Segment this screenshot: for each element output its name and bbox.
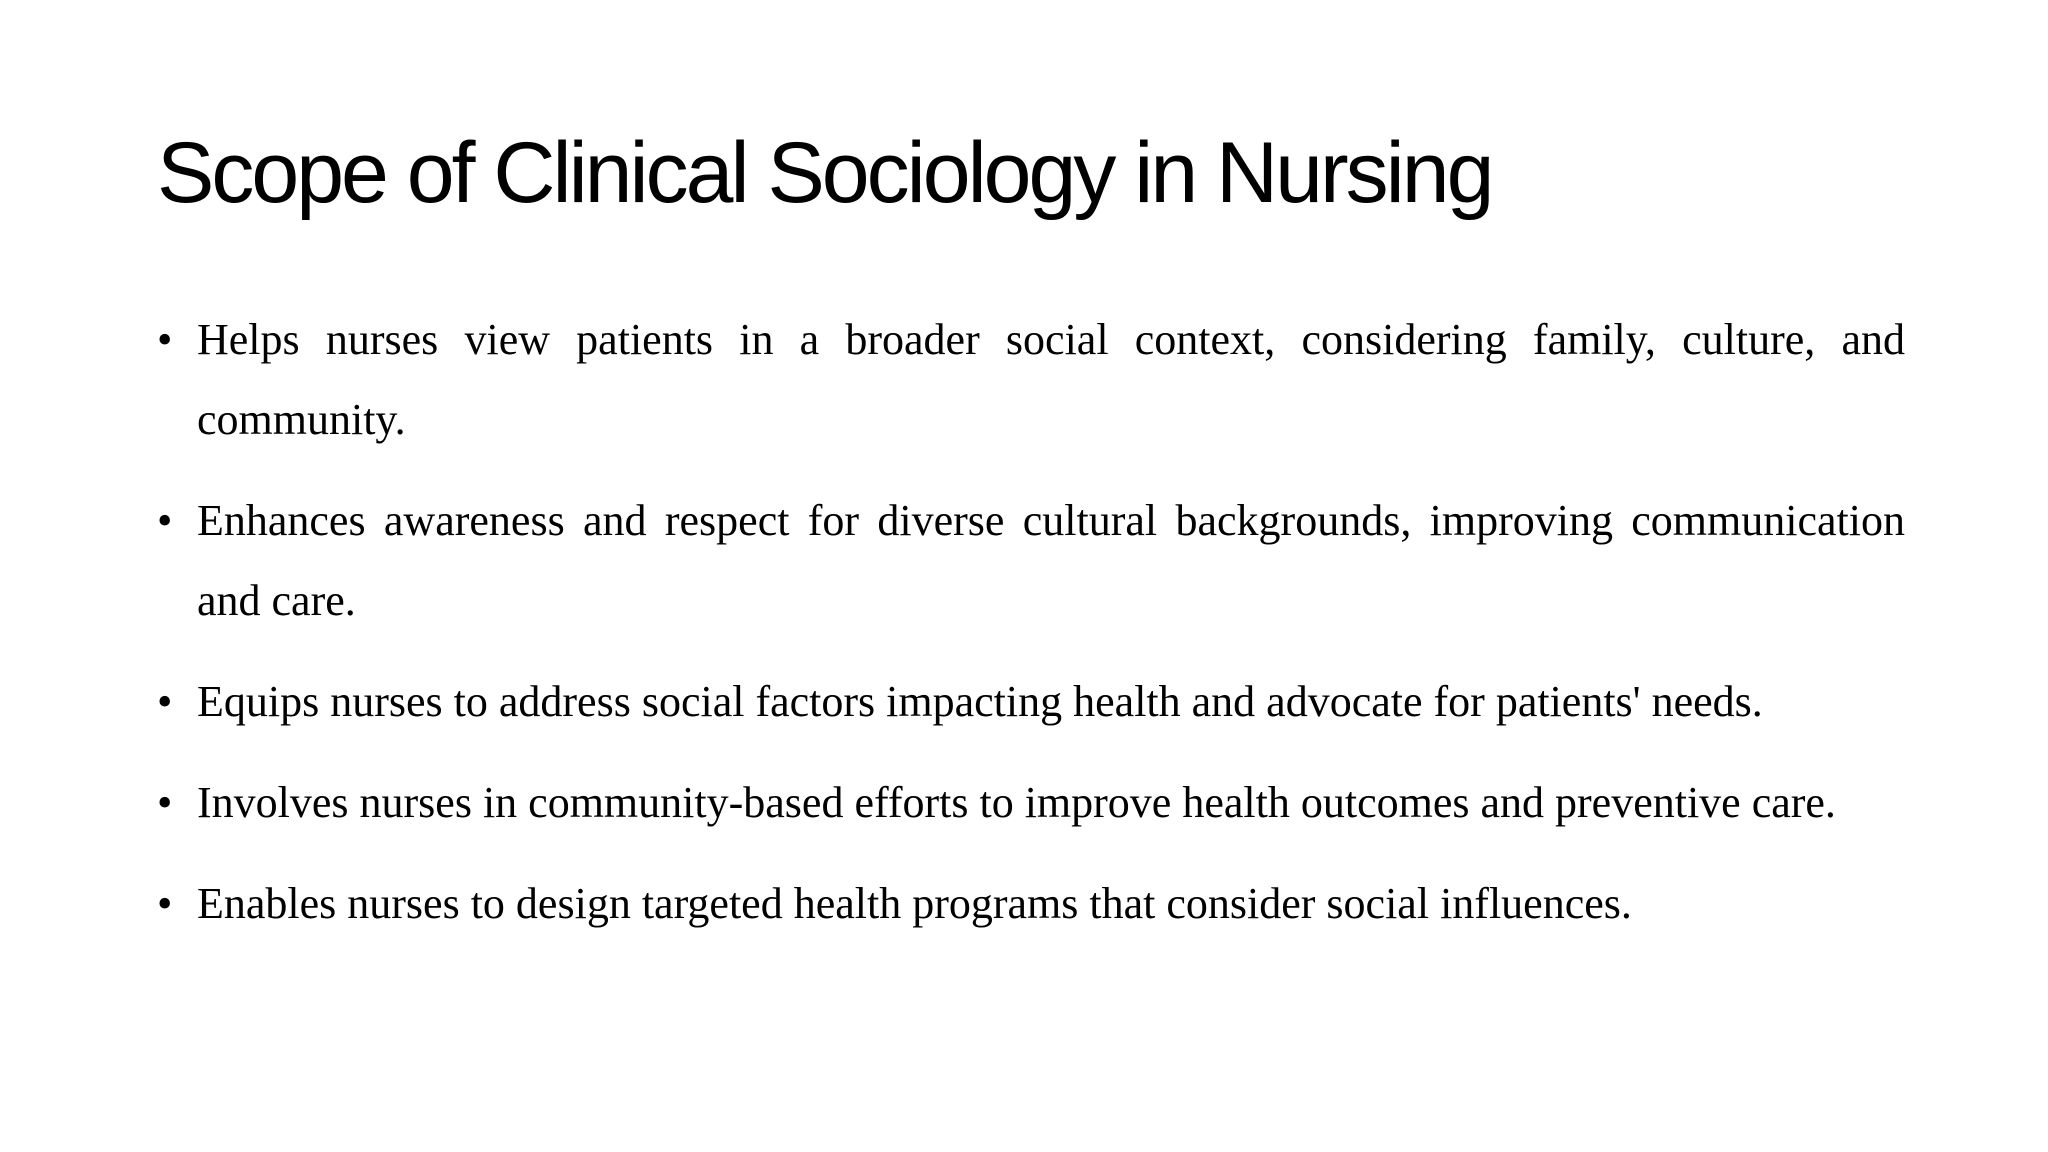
bullet-item bbox=[157, 864, 1905, 944]
bullet-text: Involves nurses in community-based efforts to improve health outcomes and preventive care. bbox=[197, 778, 1836, 827]
bullet-item bbox=[157, 481, 1905, 641]
bullet-item bbox=[157, 763, 1905, 843]
bullet-item bbox=[157, 300, 1905, 460]
bullet-item bbox=[157, 662, 1905, 742]
bullet-icon: • bbox=[157, 677, 173, 726]
bullet-text: Enhances awareness and respect for diverse cultural backgrounds, improving communication and care. bbox=[197, 496, 1905, 625]
bullet-icon: • bbox=[157, 879, 173, 928]
bullet-text: Helps nurses view patients in a broader social context, considering family, culture, and community. bbox=[197, 315, 1905, 444]
bullet-icon: • bbox=[157, 778, 173, 827]
bullet-text: Enables nurses to design targeted health programs that consider social influences. bbox=[197, 879, 1632, 928]
bullet-icon: • bbox=[157, 496, 173, 545]
slide-title: Scope of Clinical Sociology in Nursing bbox=[157, 125, 1492, 221]
bullet-text: Equips nurses to address social factors impacting health and advocate for patients' needs. bbox=[197, 677, 1763, 726]
bullet-icon: • bbox=[157, 315, 173, 364]
bullet-list bbox=[157, 300, 1905, 965]
